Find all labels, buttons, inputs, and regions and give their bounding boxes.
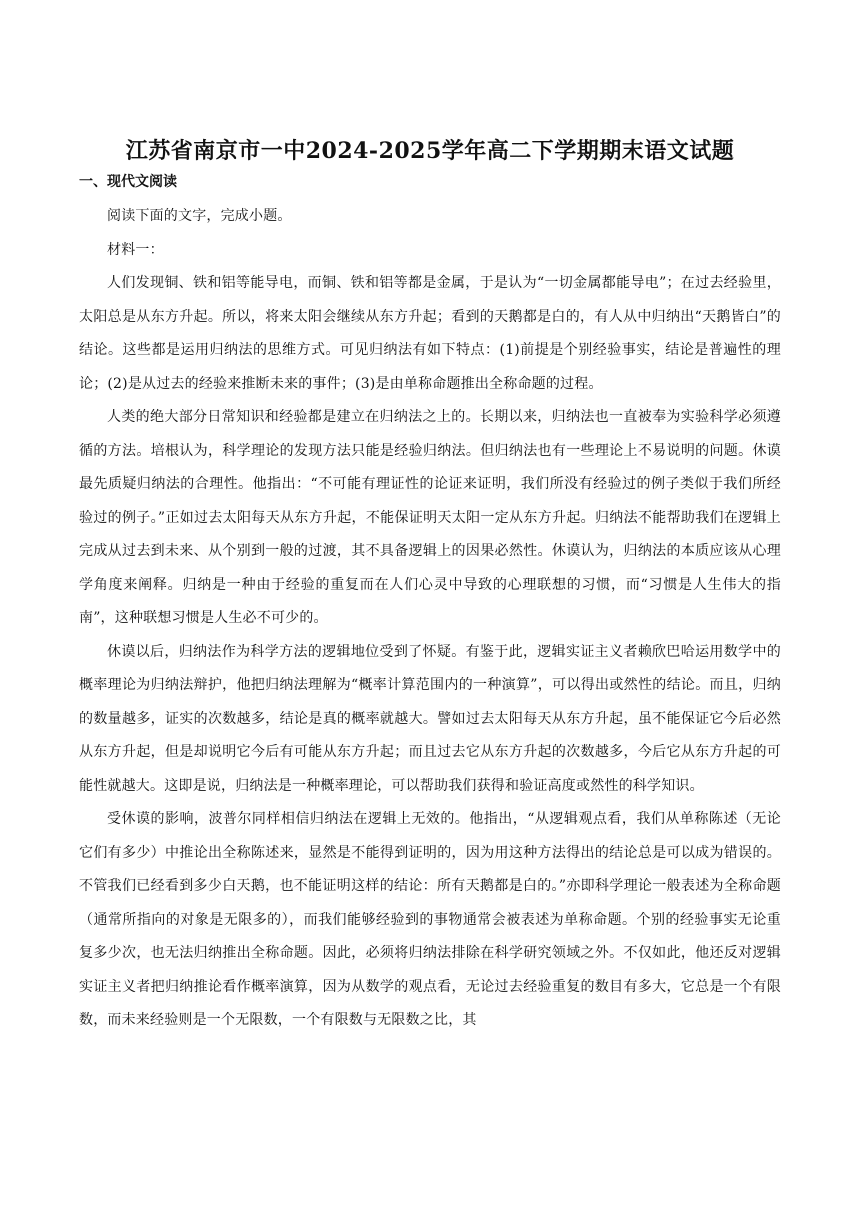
material-label: 材料一： xyxy=(107,241,164,258)
paragraph-3: 休谟以后，归纳法作为科学方法的逻辑地位受到了怀疑。有鉴于此，逻辑实证主义者赖欣巴哈运用数学中的概率理论为归纳法辩护，他把归纳法理解为“概率计算范围内的一种演算”，可以得出或然性的结论。而且，归纳的数量越多，证实的次数越多，结论是真的概率就越大。譬如过去太阳每天从东方升起，虽不能保证它今后必然从东方升起，但是却说明它今后有可能从东方升起；而且过去它从东方升起的次数越多，今后它从东方升起的可能性就越大。这即是说，归纳法是一种概率理论，可以帮助我们获得和验证高度或然性的科学知识。 xyxy=(79,643,781,794)
paragraph-4: 受休谟的影响，波普尔同样相信归纳法在逻辑上无效的。他指出，“从逻辑观点看，我们从单称陈述（无论它们有多少）中推论出全称陈述来，显然是不能得到证明的，因为用这种方法得出的结论总是可以成为错误的。不管我们已经看到多少白天鹅，也不能证明这样的结论：所有天鹅都是白的。”亦即科学理论一般表述为全称命题（通常所指向的对象是无限多的），而我们能够经验到的事物通常会被表述为单称命题。个别的经验事实无论重复多少次，也无法归纳推出全称命题。因此，必须将归纳法排除在科学研究领域之外。不仅如此，他还反对逻辑实证主义者把归纳推论看作概率演算，因为从数学的观点看，无论过去经验重复的数目有多大，它总是一个有限数，而未来经验则是一个无限数，一个有限数与无限数之比，其 xyxy=(79,811,781,1028)
document-title: 江苏省南京市一中2024-2025学年高二下学期期末语文试题 xyxy=(125,138,735,164)
section-heading: 一、现代文阅读 xyxy=(79,174,177,190)
paragraph-2: 人类的绝大部分日常知识和经验都是建立在归纳法之上的。长期以来，归纳法也一直被奉为实验科学必须遵循的方法。培根认为，科学理论的发现方法只能是经验归纳法。但归纳法也有一些理论上不易说明的问题。休谟最先质疑归纳法的合理性。他指出：“不可能有理证性的论证来证明，我们所没有经验过的例子类似于我们所经验过的例子。”正如过去太阳每天从东方升起，不能保证明天太阳一定从东方升起。归纳法不能帮助我们在逻辑上完成从过去到未来、从个别到一般的过渡，其不具备逻辑上的因果必然性。休谟认为，归纳法的本质应该从心理学角度来阐释。归纳是一种由于经验的重复而在人们心灵中导致的心理联想的习惯，而“习惯是人生伟大的指南”，这种联想习惯是人生必不可少的。 xyxy=(79,409,781,626)
paragraph-1: 人们发现铜、铁和铝等能导电，而铜、铁和铝等都是金属，于是认为“一切金属都能导电”；在过去经验里，太阳总是从东方升起。所以，将来太阳会继续从东方升起；看到的天鹅都是白的，有人从中归纳出“天鹅皆白”的结论。这些都是运用归纳法的思维方式。可见归纳法有如下特点：(1)前提是个别经验事实，结论是普遍性的理论；(2)是从过去的经验来推断未来的事件；(3)是由单称命题推出全称命题的过程。 xyxy=(79,275,781,392)
instruction-text: 阅读下面的文字，完成小题。 xyxy=(107,208,292,224)
